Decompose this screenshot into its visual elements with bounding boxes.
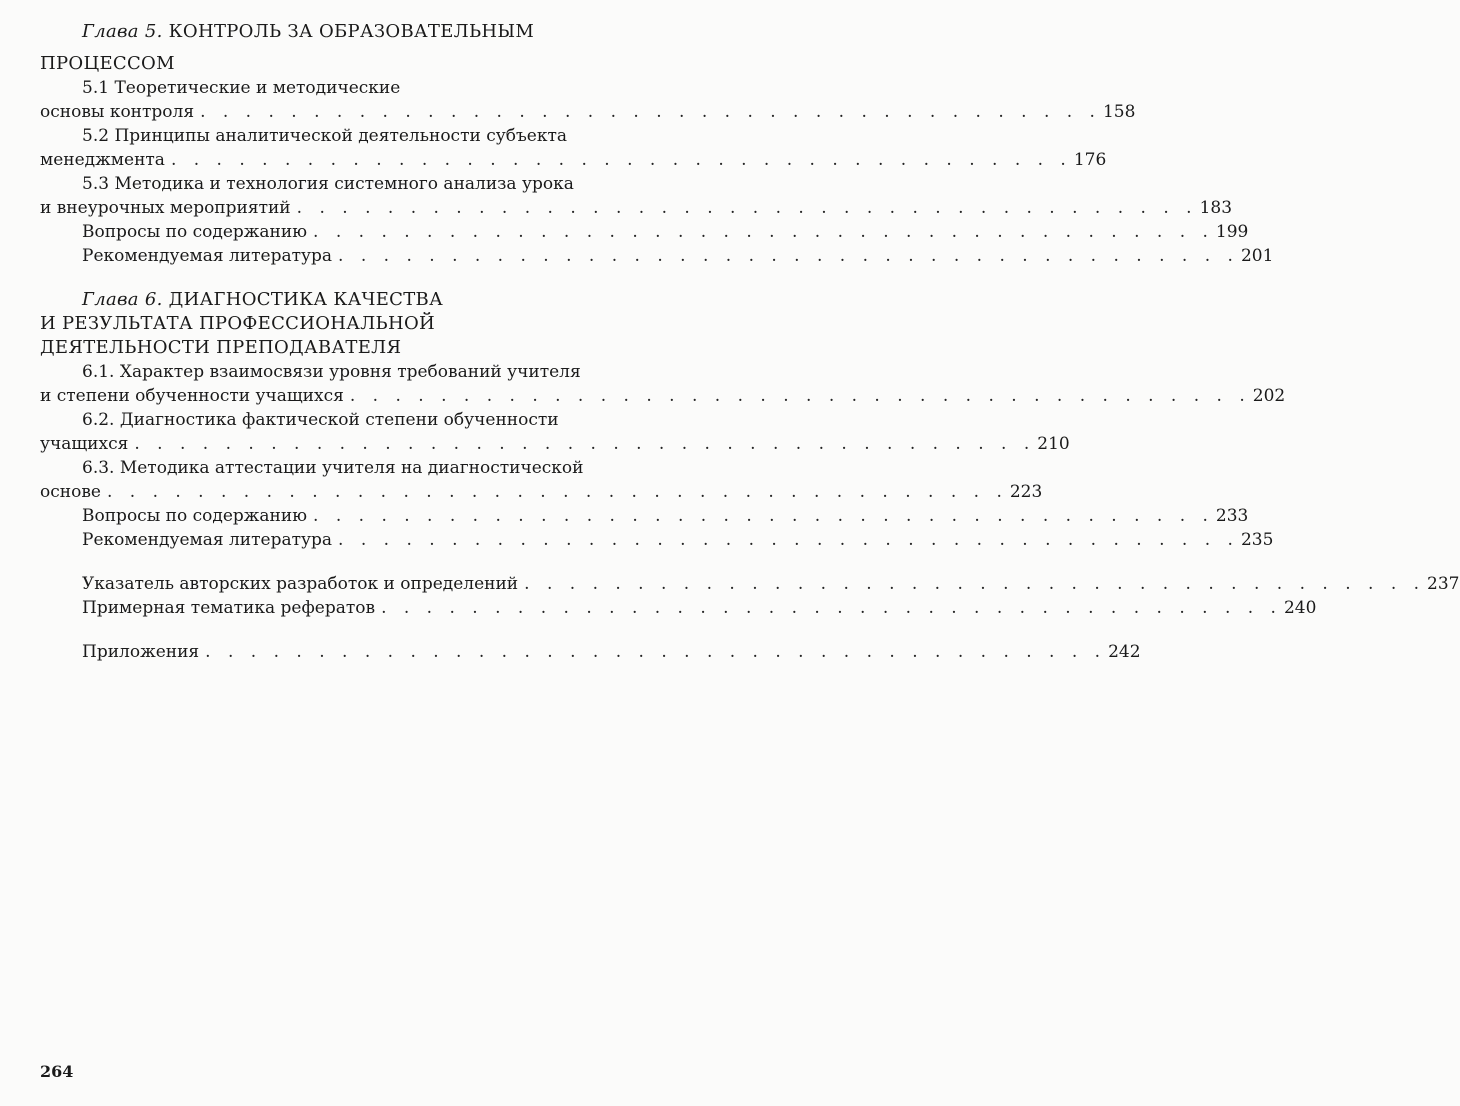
chapter-6-title-cont: ДЕЯТЕЛЬНОСТИ ПРЕПОДАВАТЕЛЯ <box>40 337 402 358</box>
leader-dots: . . . . . . . . . . . . . . . . . . . . . . . . . . . . . . . . . . . . . . . . <box>205 642 1107 662</box>
section-6-2-title: 6.2. Диагностика фактической степени обученности <box>82 410 559 430</box>
leader-dots: . . . . . . . . . . . . . . . . . . . . . . . . . . . . . . . . . . . . . . . . <box>313 506 1214 526</box>
leader-dots: . . . . . . . . . . . . . . . . . . . . . . . . . . . . . . . . . . . . . . . . <box>106 482 1008 502</box>
section-5-1-title: 5.1 Теоретические и методические <box>82 78 401 98</box>
toc-page-number: 201 <box>1240 246 1274 266</box>
toc-page-number: 199 <box>1215 222 1249 242</box>
toc-page-number: 235 <box>1240 530 1274 550</box>
toc-entry-topics <box>82 596 1317 620</box>
toc-entry-5-3 <box>40 196 1233 220</box>
toc-entry-6-questions <box>82 504 1249 528</box>
toc-page-number: 158 <box>1102 102 1136 122</box>
toc-entry-text: Вопросы по содержанию <box>82 222 308 242</box>
chapter-6-title: ДИАГНОСТИКА КАЧЕСТВА <box>168 289 444 310</box>
section-5-3-title: 5.3 Методика и технология системного анализа урока <box>82 174 574 194</box>
toc-page-number: 233 <box>1215 506 1249 526</box>
leader-dots: . . . . . . . . . . . . . . . . . . . . . . . . . . . . . . . . . . . . . . . . <box>524 574 1426 594</box>
toc-entry-text: Вопросы по содержанию <box>82 506 308 526</box>
toc-entry-text: основы контроля <box>40 102 195 122</box>
chapter-6-title-cont: И РЕЗУЛЬТАТА ПРОФЕССИОНАЛЬНОЙ <box>40 313 436 334</box>
section-6-3-title: 6.3. Методика аттестации учителя на диагностической <box>82 458 584 478</box>
toc-entry-5-2 <box>40 148 1107 172</box>
chapter-5-heading <box>82 20 670 44</box>
toc-entry-text: и внеурочных мероприятий <box>40 198 291 218</box>
chapter-6-heading <box>82 288 670 312</box>
leader-dots: . . . . . . . . . . . . . . . . . . . . . . . . . . . . . . . . . . . . . . . . <box>170 150 1072 170</box>
section-6-1-title: 6.1. Характер взаимосвязи уровня требований учителя <box>82 362 581 382</box>
toc-entry-text: Рекомендуемая литература <box>82 246 333 266</box>
toc-page-number: 223 <box>1009 482 1043 502</box>
toc-entry-text: Приложения <box>82 642 200 662</box>
toc-entry-text: основе <box>40 482 101 502</box>
section-5-2-title: 5.2 Принципы аналитической деятельности субъекта <box>82 126 568 146</box>
toc-entry-5-questions <box>82 220 1249 244</box>
chapter-5-prefix: Глава 5. <box>82 21 163 42</box>
toc-entry-index <box>82 572 1460 596</box>
toc-entry-appendix <box>82 640 1141 664</box>
toc-page-number: 242 <box>1108 642 1141 662</box>
toc-entry-6-3 <box>40 480 1043 504</box>
toc-entry-5-literature <box>82 244 1274 268</box>
toc-entry-text: Рекомендуемая литература <box>82 530 333 550</box>
leader-dots: . . . . . . . . . . . . . . . . . . . . . . . . . . . . . . . . . . . . . . . . <box>134 434 1036 454</box>
leader-dots: . . . . . . . . . . . . . . . . . . . . . . . . . . . . . . . . . . . . . . . . <box>338 246 1239 266</box>
page-number: 264 <box>40 1062 74 1081</box>
chapter-5-title: КОНТРОЛЬ ЗА ОБРАЗОВАТЕЛЬНЫМ <box>168 21 535 42</box>
toc-entry-5-1 <box>40 100 1136 124</box>
leader-dots: . . . . . . . . . . . . . . . . . . . . . . . . . . . . . . . . . . . . . . . . <box>313 222 1214 242</box>
leader-dots: . . . . . . . . . . . . . . . . . . . . . . . . . . . . . . . . . . . . . . . . <box>349 386 1251 406</box>
leader-dots: . . . . . . . . . . . . . . . . . . . . . . . . . . . . . . . . . . . . . . . . <box>296 198 1198 218</box>
toc-entry-text: Указатель авторских разработок и определений <box>82 574 519 594</box>
toc-page-number: 183 <box>1199 198 1233 218</box>
chapter-5-title-cont: ПРОЦЕССОМ <box>40 53 175 74</box>
toc-entry-text: менеджмента <box>40 150 165 170</box>
toc-page-number: 237 <box>1427 574 1460 594</box>
toc-page-number: 176 <box>1073 150 1107 170</box>
toc-page-number: 202 <box>1252 386 1286 406</box>
toc-page-number: 240 <box>1283 598 1317 618</box>
toc-entry-text: Примерная тематика рефератов <box>82 598 376 618</box>
toc-entry-text: учащихся <box>40 434 129 454</box>
toc-entry-6-1 <box>40 384 1286 408</box>
leader-dots: . . . . . . . . . . . . . . . . . . . . . . . . . . . . . . . . . . . . . . . . <box>381 598 1282 618</box>
leader-dots: . . . . . . . . . . . . . . . . . . . . . . . . . . . . . . . . . . . . . . . . <box>338 530 1239 550</box>
leader-dots: . . . . . . . . . . . . . . . . . . . . . . . . . . . . . . . . . . . . . . . . <box>200 102 1101 122</box>
toc-page-number: 210 <box>1037 434 1070 454</box>
chapter-6-prefix: Глава 6. <box>82 289 163 310</box>
toc-entry-6-literature <box>82 528 1274 552</box>
toc-entry-text: и степени обученности учащихся <box>40 386 344 406</box>
toc-entry-6-2 <box>40 432 1070 456</box>
